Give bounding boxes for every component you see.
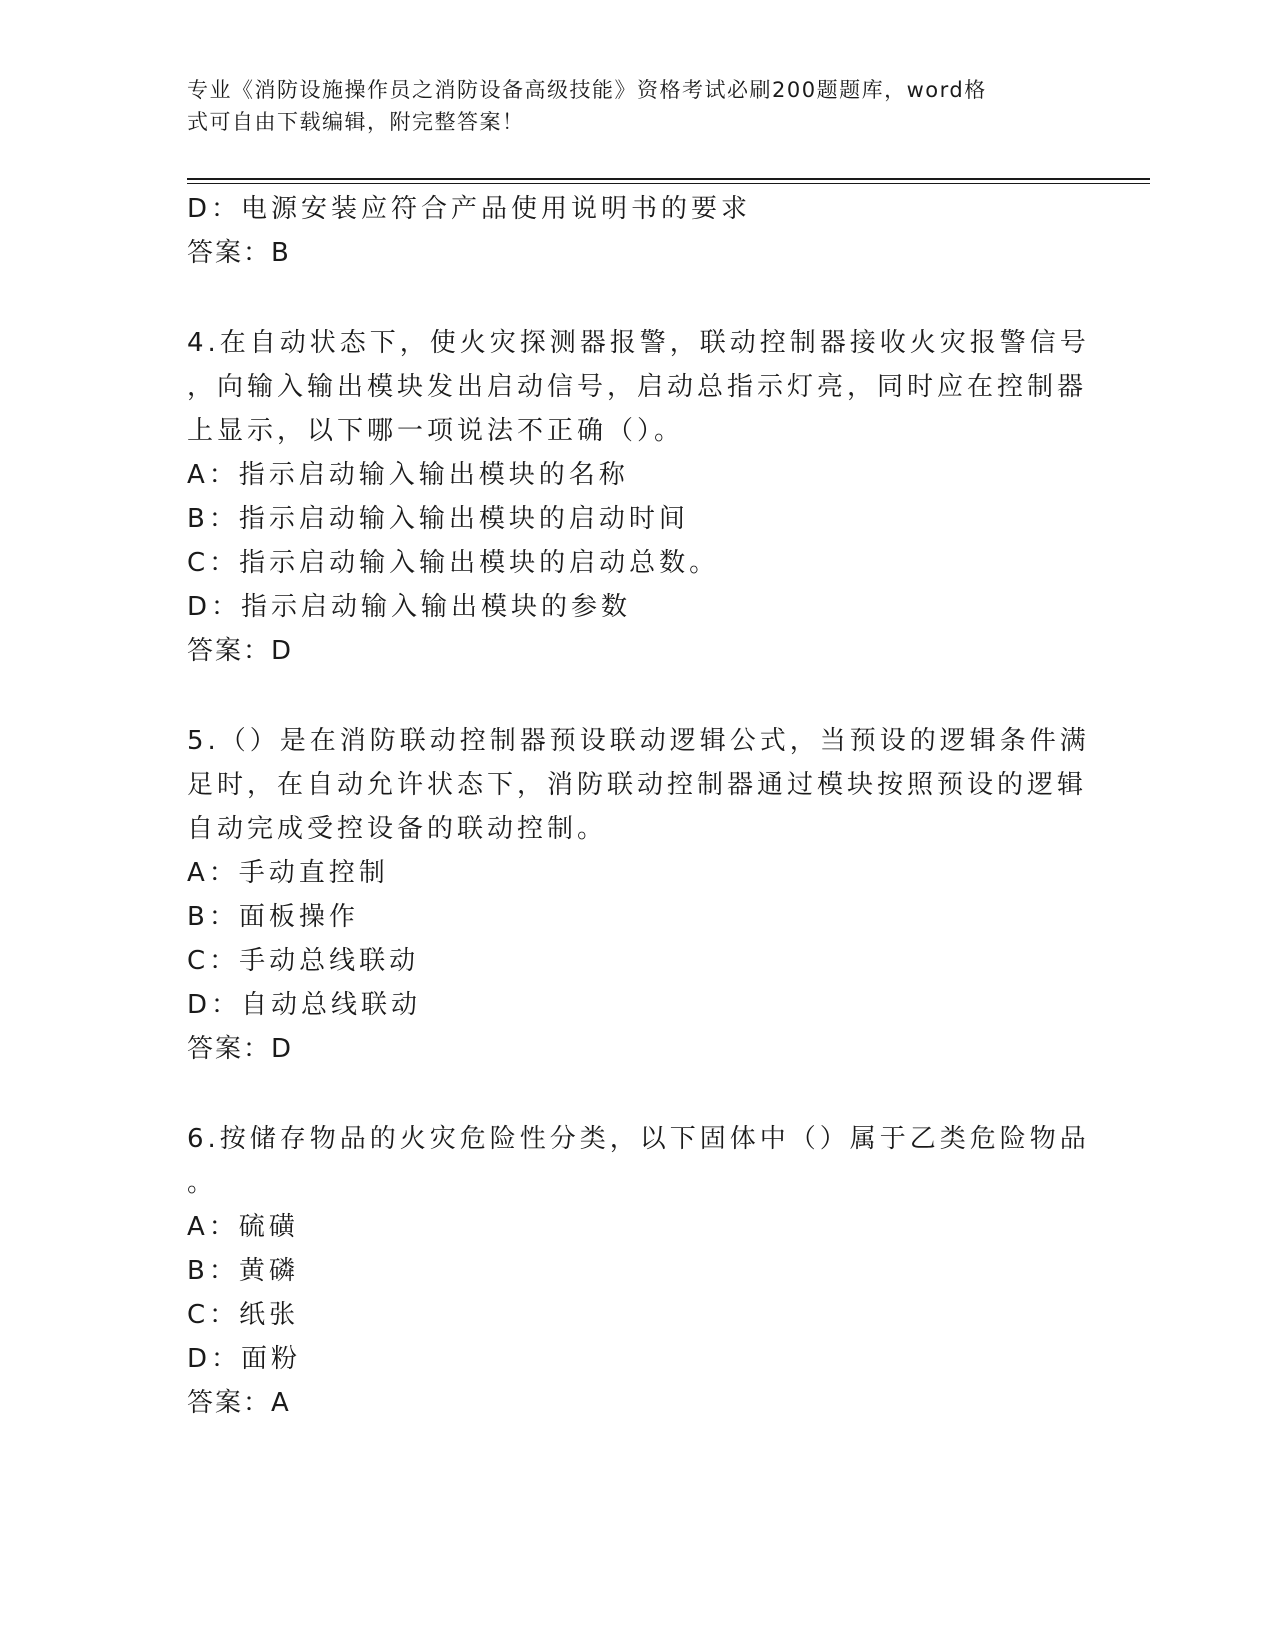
page-header	[187, 74, 1067, 138]
q4-answer: 答案：D	[187, 636, 294, 666]
q5-option-d: D：自动总线联动	[187, 990, 422, 1020]
q4-option-b: B：指示启动输入输出模块的启动时间	[187, 504, 689, 534]
header-divider-thick	[187, 178, 1150, 180]
q5-text-line-3: 自动完成受控设备的联动控制。	[187, 814, 608, 844]
q5-option-a: A：手动直控制	[187, 858, 389, 888]
q6-option-d: D：面粉	[187, 1344, 302, 1374]
prev-option-d: D：电源安装应符合产品使用说明书的要求	[187, 194, 752, 224]
q5-text-line-2: 足时，在自动允许状态下，消防联动控制器通过模块按照预设的逻辑	[187, 770, 1088, 800]
q4-text-line-1: 4.在自动状态下，使火灾探测器报警，联动控制器接收火灾报警信号	[187, 328, 1090, 358]
q4-text-line-3: 上显示，以下哪一项说法不正确（）。	[187, 416, 685, 446]
q6-option-b: B：黄磷	[187, 1256, 299, 1286]
prev-answer: 答案：B	[187, 238, 291, 268]
q6-text-line-1: 6.按储存物品的火灾危险性分类，以下固体中（）属于乙类危险物品	[187, 1124, 1090, 1154]
q4-option-d: D：指示启动输入输出模块的参数	[187, 592, 632, 622]
q4-option-a: A：指示启动输入输出模块的名称	[187, 460, 629, 490]
header-line-2: 式可自由下载编辑，附完整答案！	[187, 110, 525, 134]
q6-text-line-2: 。	[187, 1168, 218, 1198]
q6-option-c: C：纸张	[187, 1300, 300, 1330]
q5-answer: 答案：D	[187, 1034, 294, 1064]
q4-text-line-2: ，向输入输出模块发出启动信号，启动总指示灯亮，同时应在控制器	[187, 372, 1088, 402]
q5-option-c: C：手动总线联动	[187, 946, 420, 976]
q5-text-line-1: 5.（）是在消防联动控制器预设联动逻辑公式，当预设的逻辑条件满	[187, 726, 1090, 756]
q6-answer: 答案：A	[187, 1388, 291, 1418]
header-divider-thin	[187, 183, 1150, 184]
q5-option-b: B：面板操作	[187, 902, 359, 932]
q6-option-a: A：硫磺	[187, 1212, 299, 1242]
q4-option-c: C：指示启动输入输出模块的启动总数。	[187, 548, 720, 578]
header-line-1: 专业《消防设施操作员之消防设备高级技能》资格考试必刷200题题库，word格	[187, 78, 987, 102]
